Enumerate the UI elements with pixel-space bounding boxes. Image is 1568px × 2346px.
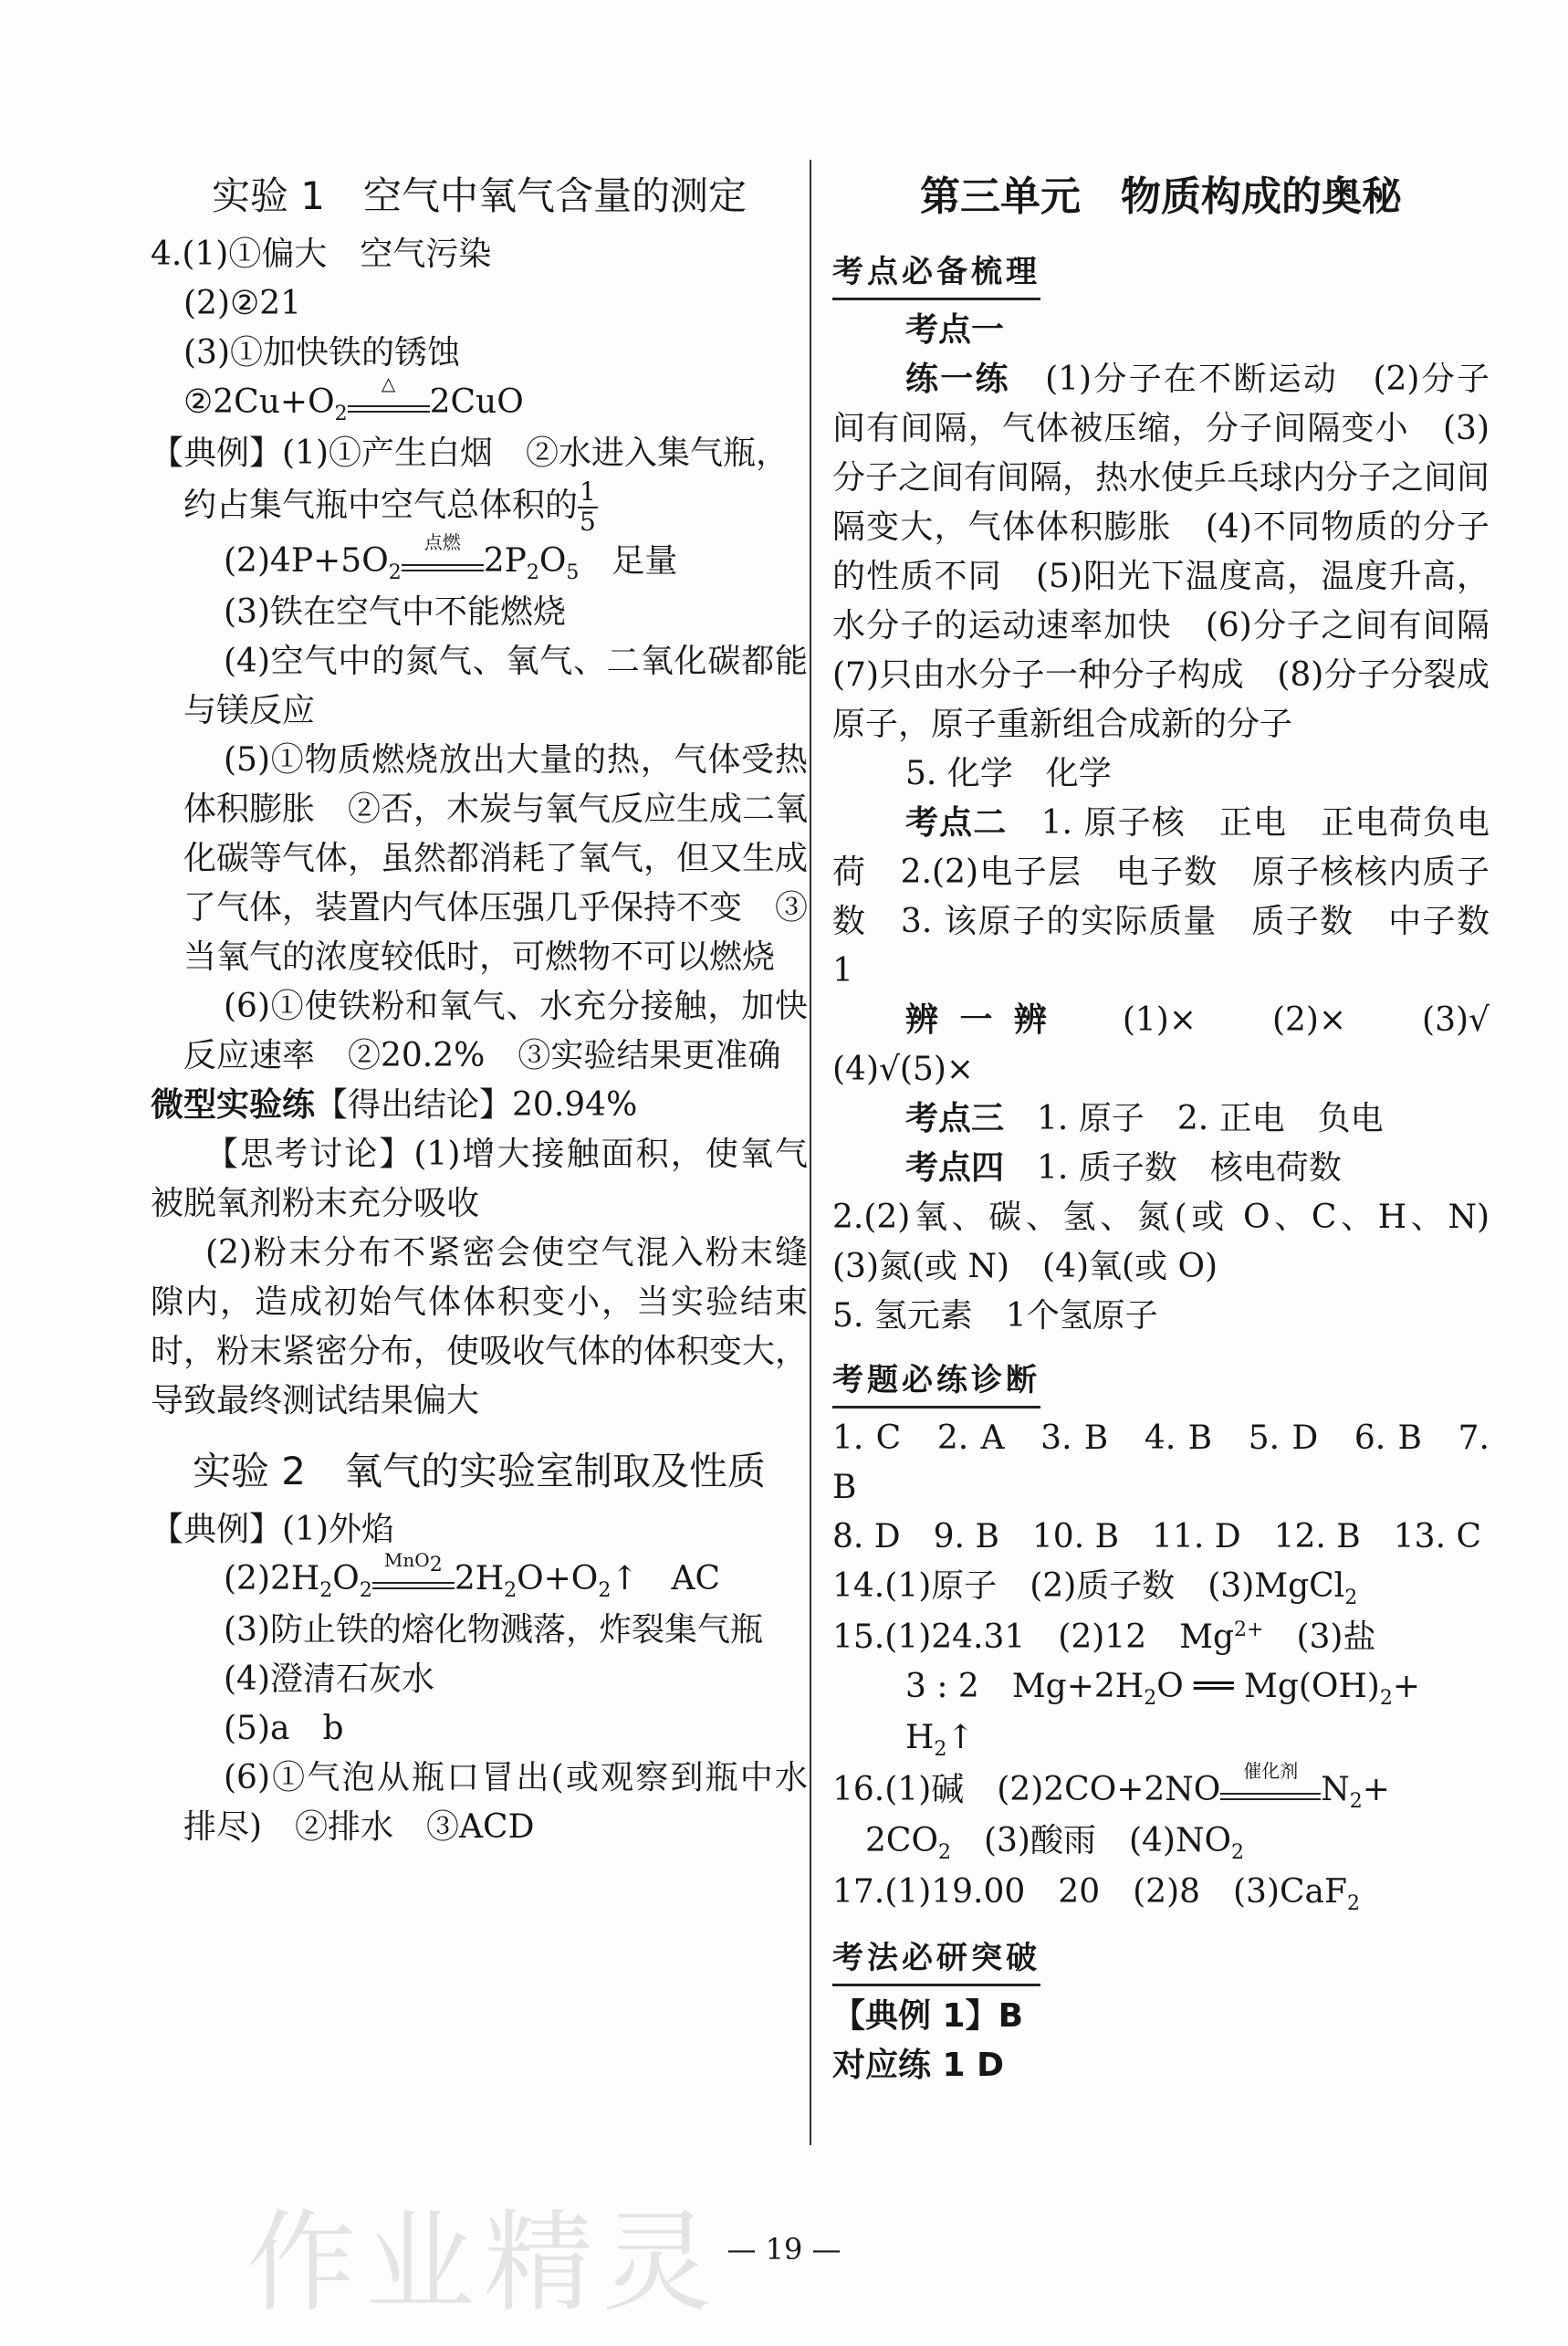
exp1-title: 实验 1 空气中氧气含量的测定 [211,173,747,218]
practice-1-answer: 对应练 1 D [832,2047,1004,2085]
section-methods: 考法必研突破 [832,1935,1040,1986]
think-2: (2)粉末分布不紧密会使空气混入粉末缝隙内，造成初始气体体积变小，当实验结束时，粉末紧密分布，使吸收气体的体积变大，导致最终测试结果偏大 [151,1233,809,1419]
q4-2: (2)②21 [183,285,302,322]
q15: 15.(1)24.31 (2)12 $Mg^{2+}$ (3)盐 [832,1618,1376,1657]
q16: 16.(1)碱 (2)2CO+2NO 催化剂 $N_2+$ [832,1759,1390,1813]
page-number: — 19 — [727,2232,841,2267]
think-1: 【思考讨论】(1)增大接触面积，使氧气被脱氧剂粉末充分吸收 [151,1135,808,1222]
exp2-1: 【典例】(1)外焰 [151,1510,394,1548]
unit-title: 第三单元 物质构成的奥秘 [920,173,1402,220]
example-3: (3)铁在空气中不能燃烧 [224,592,566,631]
exp2-6: (6)①气泡从瓶口冒出(或观察到瓶中水排尽) ②排水 ③ACD [183,1759,808,1847]
example-2-equation: $(2)4P+5O_2$ 点燃 $2P_2O_5$ 足量 [224,530,678,584]
exp2-2-equation: $(2)2H_2O_2$ MnO$_2$ $2H_2O+O_2↑$ AC [224,1548,721,1603]
kd4-5: 5. 氢元素 1个氢原子 [832,1297,1158,1335]
example-1-answer: 【典例 1】B [832,1997,1024,2036]
exp2-3: (3)防止铁的熔化物溅落，炸裂集气瓶 [224,1611,763,1650]
example-6: (6)①使铁粉和氧气、水充分接触，加快反应速率 ②20.2% ③实验结果更准确 [183,987,808,1074]
q16-b: $2CO_2$ (3)酸雨 $(4)NO_2$ [865,1821,1244,1864]
q4-3: (3)①加快铁的锈蚀 [183,334,460,372]
left-column [151,160,808,1852]
answers-row-1: 1. C 2. A 3. B 4. B 5. D 6. B 7. B [832,1419,1490,1506]
practice: 练一练 (1)分子在不断运动 (2)分子间有间隔，气体被压缩，分子间隔变小 (3)分子之间有间隔，热水使乒乓球内分子之间间隔变大，气体体积膨胀 (4)不同物质的分子的性质不同 (5)阳光下温度高，温度升高，水分子的运动速率加快 (6)分子之间有间隔 (7)只由水分子一种分子构成 (8)分子分裂成原子，原子重新组合成新的分子 [832,361,1523,743]
q15-b: 3 : 2 $Mg+2H_2O$ ══ $Mg(OH)_2+$ [905,1668,1421,1711]
exp2-title: 实验 2 氧气的实验室制取及性质 [192,1448,767,1493]
q17: 17.(1)19.00 20 (2)8 (3)CaF$_2$ [832,1872,1360,1916]
example-1b: 约占集气瓶中空气总体积的 $\frac{1}{5}$ [183,477,596,537]
example-4: (4)空气中的氮气、氧气、二氧化碳都能与镁反应 [183,642,808,729]
watermark-logo: 作业精灵 [246,2200,721,2327]
section-exam-practice: 考题必练诊断 [832,1357,1040,1409]
q5: 5. 化学 化学 [905,755,1112,792]
example-5: (5)①物质燃烧放出大量的热，气体受热体积膨胀 ②否，木炭与氧气反应生成二氧化碳等气体，虽然都消耗了氧气，但又生成了气体，装置内气体压强几乎保持不变 ③当氧气的浓度较低时，可燃物不可以燃烧 [183,740,809,976]
kd3: 考点三 1. 原子 2. 正电 负电 [905,1100,1384,1137]
example-1a: 【典例】(1)①产生白烟 ②水进入集气瓶， [151,435,789,473]
kd2: 考点二 1. 原子核 正电 正电荷负电荷 2.(2)电子层 电子数 原子核核内质子数 3. 该原子的实际质量 质子数 中子数 1 [832,804,1523,990]
q15-c: $H_2↑$ [905,1719,975,1762]
section-key-points: 考点必备梳理 [832,249,1040,300]
exp2-5: (5)a b [224,1710,344,1748]
kd4-2: 2.(2)氧、碳、氢、氮(或 O、C、H、N) (3)氮(或 N) (4)氧(或 O) [832,1199,1523,1285]
q4-3-equation: $②2Cu+O_2$ △ 2CuO [183,372,524,426]
exp2-4: (4)澄清石灰水 [224,1660,434,1699]
column-divider [810,160,811,2145]
kd4: 考点四 1. 质子数 核电荷数 [905,1149,1342,1187]
micro-experiment: 微型实验练【得出结论】20.94% [151,1085,638,1124]
q14: 14.(1)原子 (2)质子数 (3)MgCl$_2$ [832,1567,1358,1610]
judge: 辨一辨 (1)× (2)× (3)√ (4)√(5)× [832,1001,1522,1088]
answers-row-2: 8. D 9. B 10. B 11. D 12. B 13. C [832,1518,1482,1555]
right-column [832,160,1523,2090]
q4-1: 4.(1)①偏大 空气污染 [151,236,492,273]
kd1-label: 考点一 [905,311,1005,349]
